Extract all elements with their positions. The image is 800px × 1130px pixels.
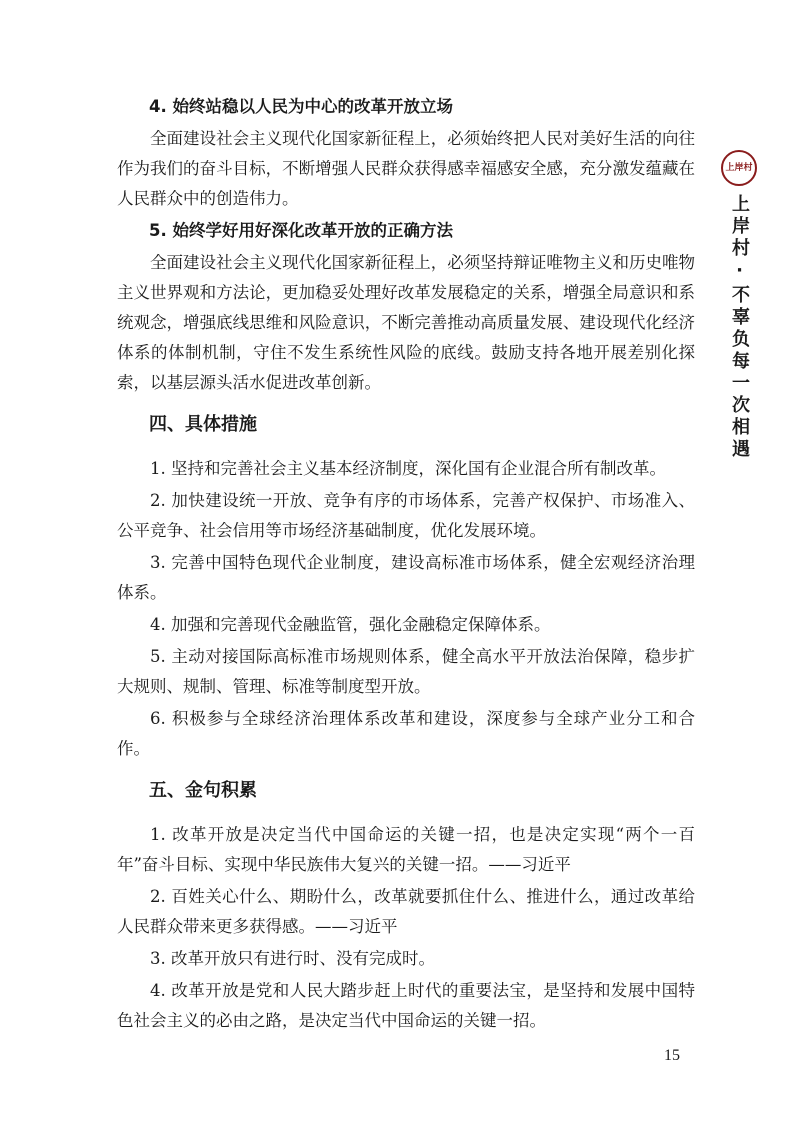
paragraph-4: 全面建设社会主义现代化国家新征程上，必须始终把人民对美好生活的向往作为我们的奋斗目标，不断增强人民群众获得感幸福感安全感，充分激发蕴藏在人民群众中的创造伟力。 [117, 129, 695, 208]
measure-item: 1. 坚持和完善社会主义基本经济制度，深化国有企业混合所有制改革。 [150, 459, 666, 478]
quote-item: 4. 改革开放是党和人民大踏步赶上时代的重要法宝，是坚持和发展中国特色社会主义的必由之路，是决定当代中国命运的关键一招。 [117, 981, 695, 1030]
measure-item: 6. 积极参与全球经济治理体系改革和建设，深度参与全球产业分工和合作。 [117, 709, 695, 758]
side-slogan: 上岸村·不辜负每一次相遇 [729, 194, 750, 461]
measure-item: 2. 加快建设统一开放、竞争有序的市场体系，完善产权保护、市场准入、公平竞争、社会信用等市场经济基础制度，优化发展环境。 [117, 491, 695, 540]
subheading-5: 5. 始终学好用好深化改革开放的正确方法 [149, 221, 453, 240]
page-number: 15 [664, 1047, 680, 1064]
document-body [117, 92, 695, 1038]
measure-item: 3. 完善中国特色现代企业制度，建设高标准市场体系，健全宏观经济治理体系。 [117, 553, 695, 602]
side-brand [721, 150, 757, 461]
quote-item: 1. 改革开放是决定当代中国命运的关键一招，也是决定实现“两个一百年”奋斗目标、实现中华民族伟大复兴的关键一招。——习近平 [117, 825, 695, 874]
quote-item: 2. 百姓关心什么、期盼什么，改革就要抓住什么、推进什么，通过改革给人民群众带来更多获得感。——习近平 [117, 887, 695, 936]
paragraph-5: 全面建设社会主义现代化国家新征程上，必须坚持辩证唯物主义和历史唯物主义世界观和方法论，更加稳妥处理好改革发展稳定的关系，增强全局意识和系统观念，增强底线思维和风险意识，不断完善推动高质量发展、建设现代化经济体系的体制机制，守住不发生系统性风险的底线。鼓励支持各地开展差别化探索，以基层源头活水促进改革创新。 [117, 253, 695, 392]
section-heading-measures: 四、具体措施 [149, 414, 257, 435]
section-heading-quotes: 五、金句积累 [149, 780, 257, 801]
subheading-4: 4. 始终站稳以人民为中心的改革开放立场 [149, 97, 453, 116]
measure-item: 4. 加强和完善现代金融监管，强化金融稳定保障体系。 [150, 615, 551, 634]
quote-item: 3. 改革开放只有进行时、没有完成时。 [150, 949, 435, 968]
measure-item: 5. 主动对接国际高标准市场规则体系，健全高水平开放法治保障，稳步扩大规则、规制、管理、标准等制度型开放。 [117, 647, 695, 696]
seal-logo: 上岸村 [721, 150, 757, 186]
